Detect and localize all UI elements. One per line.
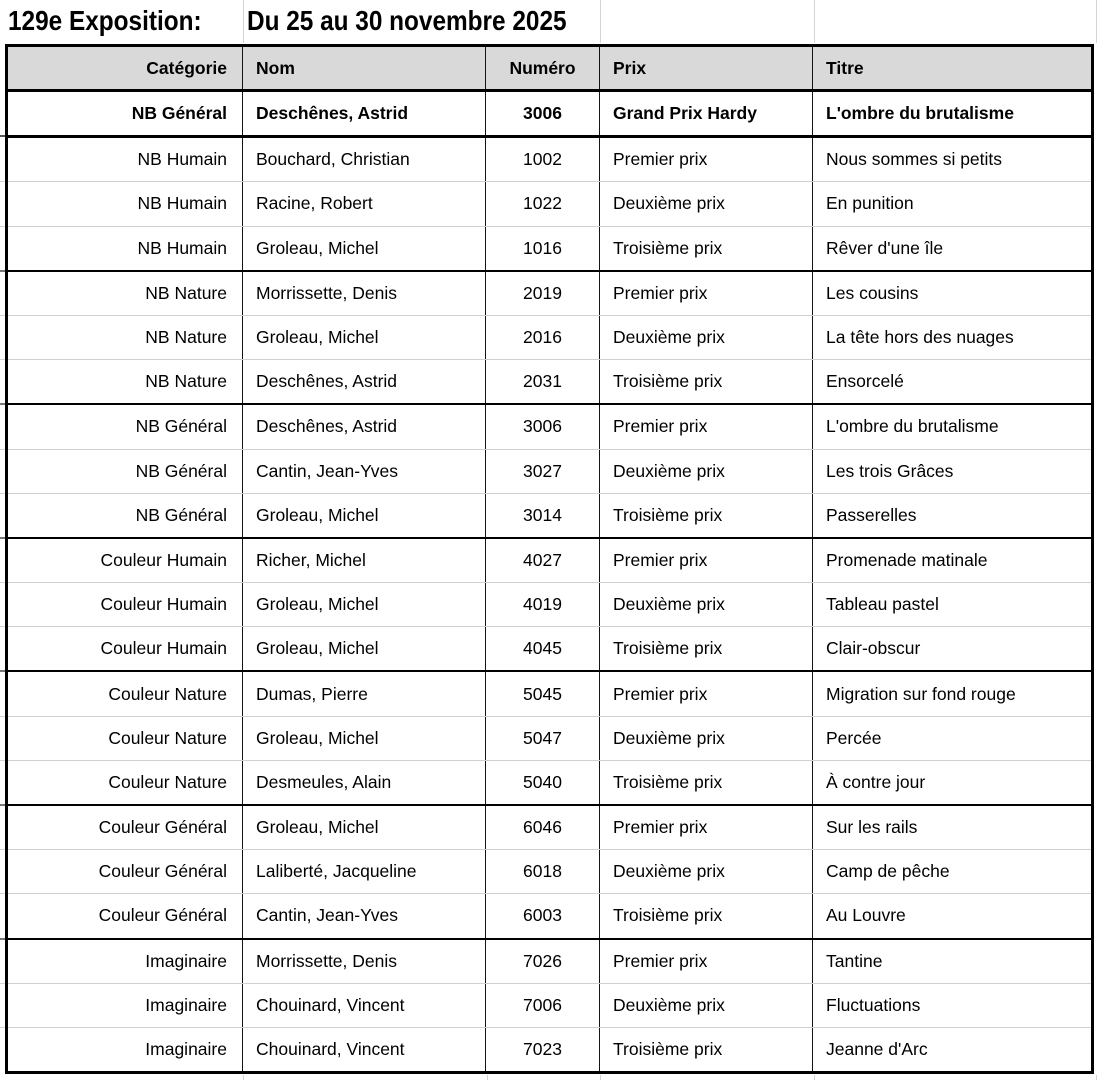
header-categorie: Catégorie xyxy=(8,47,243,89)
cell-titre: Au Louvre xyxy=(826,905,906,926)
cell-nom: Groleau, Michel xyxy=(243,227,486,270)
table-row xyxy=(8,583,1091,627)
cell-titre: Les trois Grâces xyxy=(826,460,954,481)
cell-categorie: Couleur Humain xyxy=(8,583,243,626)
cell-titre: À contre jour xyxy=(826,771,926,792)
cell-nom: Richer, Michel xyxy=(243,539,486,582)
gridline xyxy=(243,1075,244,1080)
cell-numero: 1016 xyxy=(486,227,600,270)
table-row xyxy=(8,138,1091,182)
table-row xyxy=(8,450,1091,494)
results-table xyxy=(5,44,1094,1074)
gridline xyxy=(1096,0,1097,43)
cell-nom: Groleau, Michel xyxy=(243,627,486,670)
header-prix: Prix xyxy=(600,47,813,89)
table-row xyxy=(8,940,1091,984)
cell-titre: Clair-obscur xyxy=(826,638,921,659)
cell-prix: Deuxième prix xyxy=(600,984,813,1027)
cell-categorie: Couleur Humain xyxy=(8,627,243,670)
cell-prix: Deuxième prix xyxy=(600,717,813,760)
gridline xyxy=(600,1075,601,1080)
cell-categorie: Couleur Nature xyxy=(8,672,243,715)
cell-nom: Groleau, Michel xyxy=(243,316,486,359)
cell-nom: Groleau, Michel xyxy=(243,806,486,849)
header-numero: Numéro xyxy=(486,47,600,89)
table-header-row xyxy=(8,47,1091,92)
cell-titre: En punition xyxy=(826,193,914,214)
cell-titre: Passerelles xyxy=(826,504,917,525)
cell-categorie: NB Humain xyxy=(8,138,243,181)
cell-titre: L'ombre du brutalisme xyxy=(826,416,999,437)
gridline xyxy=(814,0,815,43)
gridline xyxy=(487,1075,488,1080)
page-title: 129e Exposition: xyxy=(8,5,202,36)
cell-numero: 3014 xyxy=(486,494,600,537)
cell-prix: Premier prix xyxy=(600,539,813,582)
cell-titre: Camp de pêche xyxy=(826,861,950,882)
cell-numero: 7006 xyxy=(486,984,600,1027)
cell-numero: 3006 xyxy=(486,405,600,448)
table-row xyxy=(8,627,1091,672)
cell-titre: Migration sur fond rouge xyxy=(826,683,1016,704)
cell-categorie: Couleur Général xyxy=(8,806,243,849)
gridline xyxy=(243,0,244,43)
cell-prix: Premier prix xyxy=(600,138,813,181)
cell-prix: Troisième prix xyxy=(600,1028,813,1071)
cell-numero: 2031 xyxy=(486,360,600,403)
title-row xyxy=(0,0,1100,44)
cell-numero: 4019 xyxy=(486,583,600,626)
table-row xyxy=(8,494,1091,539)
table-row xyxy=(8,672,1091,716)
cell-nom: Desmeules, Alain xyxy=(243,761,486,804)
cell-categorie: Imaginaire xyxy=(8,1028,243,1071)
cell-nom: Cantin, Jean-Yves xyxy=(243,894,486,937)
cell-prix: Grand Prix Hardy xyxy=(600,92,813,135)
header-nom: Nom xyxy=(243,47,486,89)
cell-titre: Rêver d'une île xyxy=(826,237,944,258)
cell-numero: 5045 xyxy=(486,672,600,715)
cell-nom: Morrissette, Denis xyxy=(243,940,486,983)
cell-prix: Troisième prix xyxy=(600,761,813,804)
cell-categorie: NB Humain xyxy=(8,227,243,270)
cell-categorie: NB Nature xyxy=(8,316,243,359)
cell-prix: Deuxième prix xyxy=(600,583,813,626)
cell-categorie: NB Nature xyxy=(8,360,243,403)
cell-numero: 1002 xyxy=(486,138,600,181)
table-row xyxy=(8,894,1091,939)
cell-numero: 6018 xyxy=(486,850,600,893)
cell-titre: Promenade matinale xyxy=(826,549,988,570)
cell-prix: Troisième prix xyxy=(600,360,813,403)
cell-titre: L'ombre du brutalisme xyxy=(826,103,1014,124)
cell-nom: Laliberté, Jacqueline xyxy=(243,850,486,893)
cell-prix: Troisième prix xyxy=(600,894,813,937)
cell-titre: Ensorcelé xyxy=(826,371,904,392)
cell-prix: Premier prix xyxy=(600,672,813,715)
cell-titre: Sur les rails xyxy=(826,817,918,838)
cell-numero: 7026 xyxy=(486,940,600,983)
cell-nom: Cantin, Jean-Yves xyxy=(243,450,486,493)
cell-nom: Deschênes, Astrid xyxy=(243,360,486,403)
cell-prix: Troisième prix xyxy=(600,494,813,537)
cell-categorie: NB Nature xyxy=(8,272,243,315)
exhibition-dates: Du 25 au 30 novembre 2025 xyxy=(247,5,567,36)
gridline xyxy=(814,1075,815,1080)
table-row xyxy=(8,405,1091,449)
cell-prix: Deuxième prix xyxy=(600,316,813,359)
cell-nom: Bouchard, Christian xyxy=(243,138,486,181)
cell-categorie: NB Général xyxy=(8,494,243,537)
cell-titre: Tantine xyxy=(826,950,883,971)
cell-categorie: Couleur Nature xyxy=(8,761,243,804)
cell-numero: 2016 xyxy=(486,316,600,359)
cell-prix: Premier prix xyxy=(600,806,813,849)
cell-nom: Chouinard, Vincent xyxy=(243,984,486,1027)
cell-titre: Les cousins xyxy=(826,282,919,303)
cell-numero: 2019 xyxy=(486,272,600,315)
cell-numero: 6003 xyxy=(486,894,600,937)
table-row xyxy=(8,984,1091,1028)
table-row xyxy=(8,539,1091,583)
table-row xyxy=(8,316,1091,360)
cell-numero: 1022 xyxy=(486,182,600,225)
cell-prix: Premier prix xyxy=(600,405,813,448)
cell-categorie: Imaginaire xyxy=(8,984,243,1027)
cell-numero: 4045 xyxy=(486,627,600,670)
cell-categorie: Couleur Général xyxy=(8,850,243,893)
table-row xyxy=(8,360,1091,405)
cell-numero: 3027 xyxy=(486,450,600,493)
cell-prix: Troisième prix xyxy=(600,227,813,270)
cell-nom: Chouinard, Vincent xyxy=(243,1028,486,1071)
cell-numero: 4027 xyxy=(486,539,600,582)
cell-prix: Troisième prix xyxy=(600,627,813,670)
table-row xyxy=(8,182,1091,226)
cell-numero: 5040 xyxy=(486,761,600,804)
cell-titre: Nous sommes si petits xyxy=(826,149,1003,170)
table-row xyxy=(8,92,1091,138)
header-titre: Titre xyxy=(826,57,864,78)
cell-nom: Morrissette, Denis xyxy=(243,272,486,315)
cell-categorie: Imaginaire xyxy=(8,940,243,983)
table-row xyxy=(8,806,1091,850)
table-row xyxy=(8,1028,1091,1071)
cell-prix: Premier prix xyxy=(600,940,813,983)
cell-numero: 6046 xyxy=(486,806,600,849)
cell-titre: Percée xyxy=(826,727,882,748)
cell-categorie: Couleur Général xyxy=(8,894,243,937)
cell-categorie: Couleur Humain xyxy=(8,539,243,582)
cell-nom: Deschênes, Astrid xyxy=(243,92,486,135)
cell-categorie: NB Général xyxy=(8,92,243,135)
cell-prix: Deuxième prix xyxy=(600,450,813,493)
cell-nom: Racine, Robert xyxy=(243,182,486,225)
gridline xyxy=(1096,1075,1097,1080)
cell-nom: Groleau, Michel xyxy=(243,583,486,626)
table-body xyxy=(8,92,1091,1071)
table-row xyxy=(8,717,1091,761)
cell-prix: Deuxième prix xyxy=(600,850,813,893)
cell-numero: 3006 xyxy=(486,92,600,135)
table-row xyxy=(8,761,1091,806)
cell-categorie: Couleur Nature xyxy=(8,717,243,760)
table-row xyxy=(8,227,1091,272)
cell-categorie: NB Général xyxy=(8,405,243,448)
cell-numero: 7023 xyxy=(486,1028,600,1071)
cell-nom: Groleau, Michel xyxy=(243,494,486,537)
cell-nom: Groleau, Michel xyxy=(243,717,486,760)
cell-titre: Jeanne d'Arc xyxy=(826,1039,928,1060)
cell-titre: Tableau pastel xyxy=(826,594,939,615)
cell-prix: Deuxième prix xyxy=(600,182,813,225)
table-row xyxy=(8,272,1091,316)
cell-numero: 5047 xyxy=(486,717,600,760)
cell-prix: Premier prix xyxy=(600,272,813,315)
cell-nom: Dumas, Pierre xyxy=(243,672,486,715)
cell-categorie: NB Général xyxy=(8,450,243,493)
cell-titre: Fluctuations xyxy=(826,994,921,1015)
table-row xyxy=(8,850,1091,894)
cell-nom: Deschênes, Astrid xyxy=(243,405,486,448)
cell-categorie: NB Humain xyxy=(8,182,243,225)
gridline xyxy=(600,0,601,43)
cell-titre: La tête hors des nuages xyxy=(826,327,1014,348)
